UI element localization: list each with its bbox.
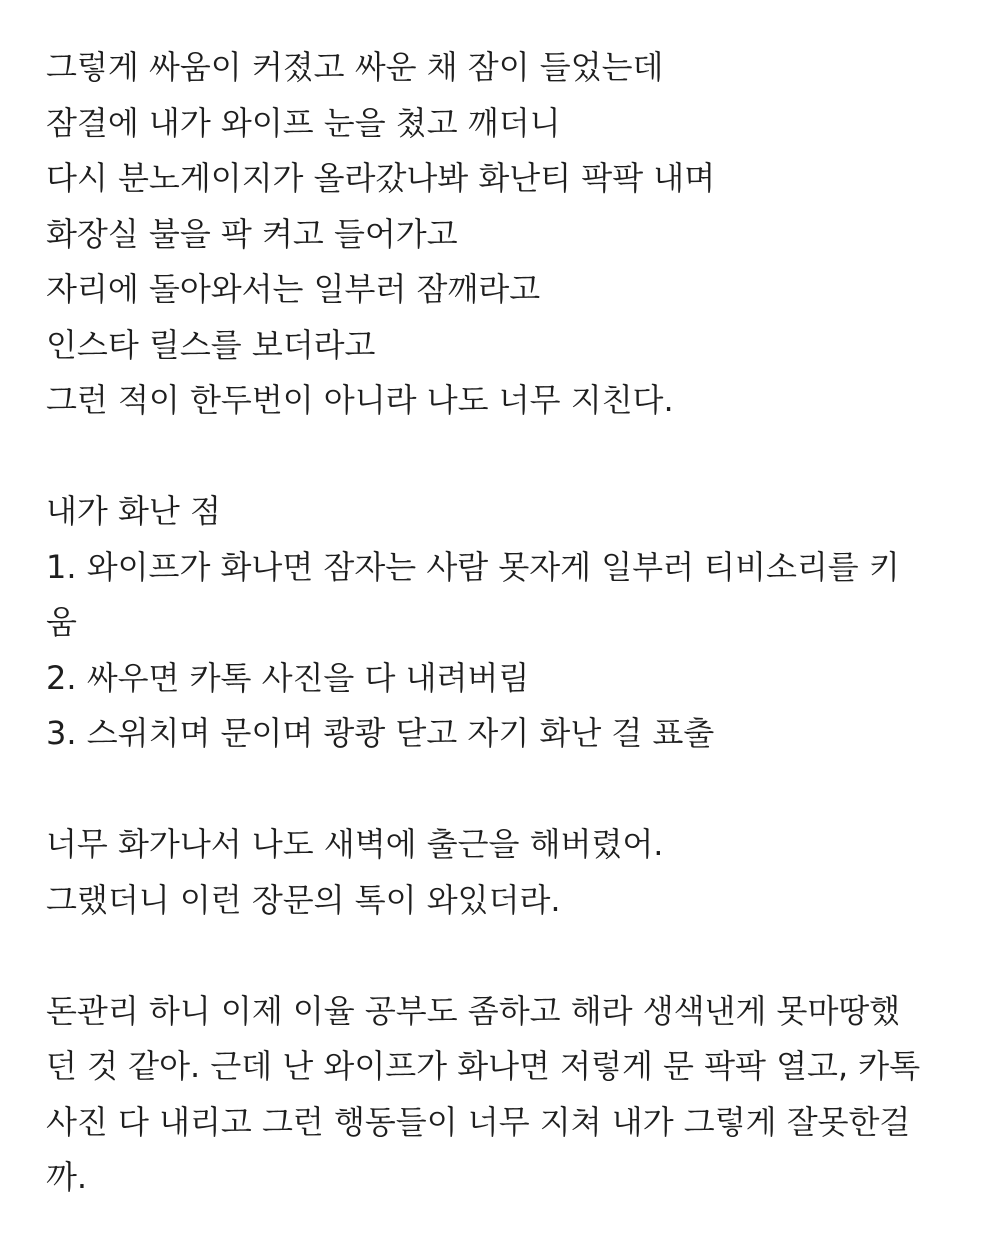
text-line: 까. (46, 1158, 88, 1196)
paragraph-4 (46, 984, 966, 1206)
list-item-continuation: 움 (46, 603, 77, 641)
text-line: 인스타 릴스를 보더라고 (46, 325, 376, 364)
paragraph-spacer (46, 429, 966, 485)
text-line: 내가 화난 점 (46, 492, 221, 530)
paragraph-spacer (46, 762, 966, 818)
paragraph-3 (46, 817, 966, 928)
text-line: 그랬더니 이런 장문의 톡이 와있더라. (46, 880, 561, 919)
text-line: 사진 다 내리고 그런 행동들이 너무 지쳐 내가 그렇게 잘못한걸 (46, 1102, 911, 1141)
text-line: 잠결에 내가 와이프 눈을 쳤고 깨더니 (46, 103, 561, 142)
paragraph-1 (46, 40, 966, 429)
text-line: 너무 화가나서 나도 새벽에 출근을 해버렸어. (46, 825, 664, 863)
paragraph-spacer (46, 928, 966, 984)
text-line: 던 것 같아. 근데 난 와이프가 화나면 저렇게 문 팍팍 열고, 카톡 (46, 1047, 921, 1085)
paragraph-2 (46, 484, 966, 762)
text-line: 그런 적이 한두번이 아니라 나도 너무 지친다. (46, 381, 674, 419)
text-line: 그렇게 싸움이 커졌고 싸운 채 잠이 들었는데 (46, 48, 664, 86)
text-line: 돈관리 하니 이제 이율 공부도 좀하고 해라 생색낸게 못마땅했 (46, 991, 901, 1030)
post-body (46, 40, 966, 1206)
text-line: 자리에 돌아와서는 일부러 잠깨라고 (46, 270, 541, 308)
list-item: 1. 와이프가 화나면 잠자는 사람 못자게 일부러 티비소리를 키 (46, 547, 900, 586)
list-item: 2. 싸우면 카톡 사진을 다 내려버림 (46, 658, 530, 697)
text-line: 다시 분노게이지가 올라갔나봐 화난티 팍팍 내며 (46, 159, 716, 197)
list-item: 3. 스위치며 문이며 쾅쾅 닫고 자기 화난 걸 표출 (46, 714, 715, 752)
text-line: 화장실 불을 팍 켜고 들어가고 (46, 214, 458, 253)
